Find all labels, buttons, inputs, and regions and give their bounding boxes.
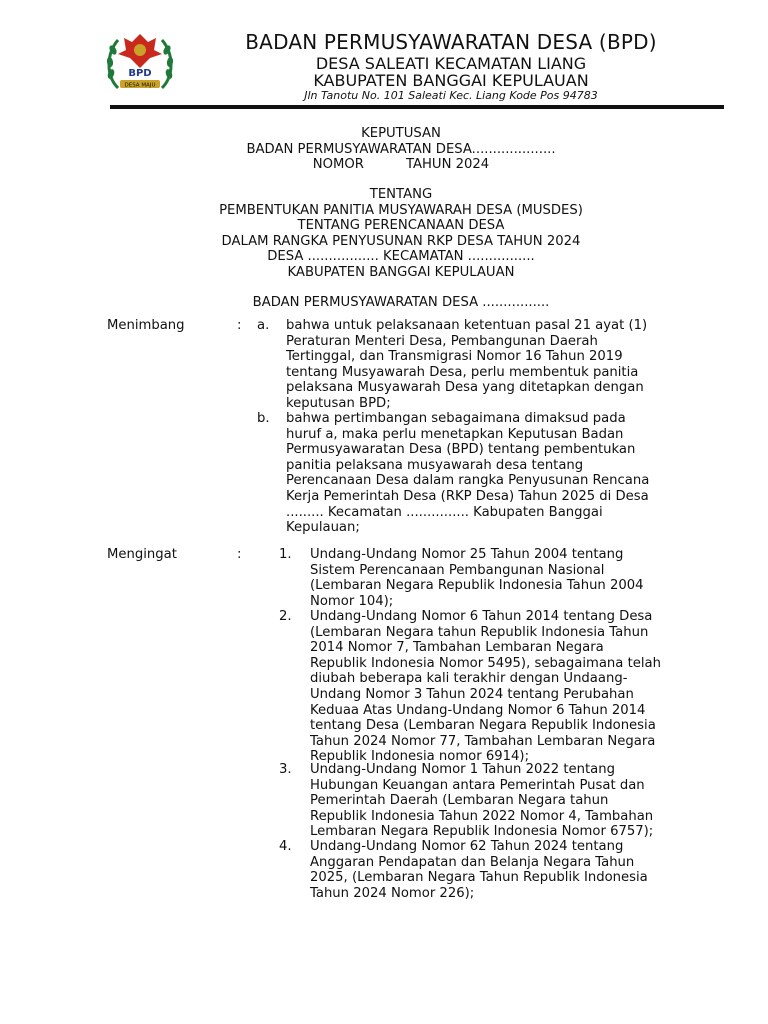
- paragraph-line: Nomor 104);: [310, 593, 394, 609]
- letterhead-divider: [110, 105, 724, 109]
- paragraph-line: Lembaran Negara Republik Indonesia Nomor 6757);: [310, 824, 654, 840]
- paragraph-line: Undang Nomor 3 Tahun 2024 tentang Perubahan: [310, 686, 634, 702]
- menimbang-item-a: [286, 318, 704, 412]
- paragraph-line: Tahun 2024 Nomor 226);: [310, 885, 475, 901]
- paragraph-line: pelaksana Musyawarah Desa yang ditetapkan dengan: [286, 380, 644, 396]
- letterhead-regency: KABUPATEN BANGGAI KEPULAUAN: [313, 71, 589, 90]
- paragraph-line: Kerja Pemerintah Desa (RKP Desa) Tahun 2025 di Desa: [286, 488, 649, 504]
- mengingat-label: Mengingat: [107, 547, 177, 562]
- mengingat-item-2: [310, 609, 712, 765]
- paragraph-line: Anggaran Pendapatan dan Belanja Negara Tahun: [310, 854, 635, 870]
- mengingat-item-marker: 2.: [279, 609, 292, 624]
- decree-subject-line: TENTANG PERENCANAAN DESA: [297, 218, 505, 234]
- menimbang-item-marker: b.: [257, 411, 270, 426]
- decree-heading: KEPUTUSAN: [361, 126, 441, 141]
- bpd-logo-emblem: [104, 28, 176, 96]
- mengingat-item-marker: 1.: [279, 547, 292, 562]
- menimbang-label: Menimbang: [107, 318, 185, 333]
- paragraph-line: Undang-Undang Nomor 1 Tahun 2022 tentang: [310, 762, 615, 777]
- paragraph-line: Kepulauan;: [286, 520, 360, 536]
- paragraph-line: 2025, (Lembaran Negara Tahun Republik Indonesia: [310, 870, 648, 886]
- logo-text: BPD: [128, 68, 152, 79]
- letterhead-title: BADAN PERMUSYAWARATAN DESA (BPD): [245, 30, 657, 54]
- mengingat-item-marker: 3.: [279, 762, 292, 777]
- paragraph-line: tentang Musyawarah Desa, perlu membentuk panitia: [286, 364, 639, 380]
- paragraph-line: (Lembaran Negara tahun Republik Indonesia Tahun: [310, 624, 649, 640]
- paragraph-line: Tahun 2024 Nomor 77, Tambahan Lembaran Negara: [310, 733, 656, 749]
- paragraph-line: keputusan BPD;: [286, 395, 391, 411]
- letterhead-address: Jln Tanotu No. 101 Saleati Kec. Liang Kode Pos 94783: [304, 89, 598, 102]
- paragraph-line: Tertinggal, dan Transmigrasi Nomor 16 Tahun 2019: [286, 349, 623, 365]
- paragraph-line: bahwa pertimbangan sebagaimana dimaksud pada: [286, 411, 626, 426]
- paragraph-line: Keduaa Atas Undang-Undang Nomor 6 Tahun 2014: [310, 702, 646, 718]
- paragraph-line: Republik Indonesia nomor 6914);: [310, 749, 530, 765]
- decree-issuer: BADAN PERMUSYAWARATAN DESA....................: [246, 141, 556, 157]
- paragraph-line: (Lembaran Negara Republik Indonesia Tahun 2004: [310, 578, 644, 594]
- paragraph-line: huruf a, maka perlu menetapkan Keputusan Badan: [286, 426, 624, 442]
- paragraph-line: Undang-Undang Nomor 6 Tahun 2014 tentang Desa: [310, 609, 653, 624]
- mengingat-item-4: [310, 839, 712, 901]
- paragraph-line: Permusyawaratan Desa (BPD) tentang pembentukan: [286, 442, 636, 458]
- letterhead-village: DESA SALEATI KECAMATAN LIANG: [315, 54, 587, 73]
- paragraph-line: ......... Kecamatan ............... Kabupaten Banggai: [286, 504, 603, 520]
- decree-authority: [100, 295, 702, 311]
- paragraph-line: Sistem Perencanaan Pembangunan Nasional: [310, 562, 605, 578]
- paragraph-line: tentang Desa (Lembaran Negara Republik Indonesia: [310, 718, 656, 734]
- decree-number-label: NOMOR: [312, 157, 364, 173]
- decree-year: TAHUN 2024: [405, 157, 490, 173]
- decree-subject-line: KABUPATEN BANGGAI KEPULAUAN: [287, 264, 515, 280]
- mengingat-item-marker: 4.: [279, 839, 292, 854]
- menimbang-item-marker: a.: [257, 318, 270, 333]
- paragraph-line: Pemerintah Daerah (Lembaran Negara tahun: [310, 793, 609, 809]
- decree-heading-block: [100, 126, 702, 173]
- paragraph-line: Republik Indonesia Tahun 2022 Nomor 4, Tambahan: [310, 808, 654, 824]
- paragraph-line: Undang-Undang Nomor 25 Tahun 2004 tentang: [310, 547, 624, 562]
- paragraph-line: panitia pelaksana musyawarah desa tentang: [286, 457, 584, 473]
- mengingat-item-3: [310, 762, 712, 840]
- logo-ribbon-text: DESA MAJU: [124, 82, 156, 89]
- paragraph-line: Republik Indonesia Nomor 5495), sebagaimana telah: [310, 655, 661, 671]
- decree-authority-text: BADAN PERMUSYAWARATAN DESA ................: [252, 295, 550, 310]
- decree-tentang: TENTANG: [369, 187, 433, 202]
- paragraph-line: Undang-Undang Nomor 62 Tahun 2024 tentang: [310, 839, 624, 854]
- paragraph-line: 2014 Nomor 7, Tambahan Lembaran Negara: [310, 640, 604, 656]
- decree-subject-line: PEMBENTUKAN PANITIA MUSYAWARAH DESA (MUSDES): [219, 202, 583, 218]
- decree-subject-line: DESA ................. KECAMATAN ................: [267, 249, 535, 265]
- menimbang-colon: :: [237, 318, 242, 333]
- decree-subject-line: DALAM RANGKA PENYUSUNAN RKP DESA TAHUN 2024: [221, 233, 581, 249]
- mengingat-colon: :: [237, 547, 242, 562]
- menimbang-item-b: [286, 411, 704, 536]
- decree-subject-block: [100, 187, 702, 281]
- paragraph-line: Peraturan Menteri Desa, Pembangunan Daerah: [286, 333, 598, 349]
- paragraph-line: diubah beberapa kali terakhir dengan Undaang-: [310, 671, 628, 687]
- decree-number: [100, 157, 702, 173]
- paragraph-line: Hubungan Keuangan antara Pemerintah Pusat dan: [310, 777, 645, 793]
- mengingat-item-1: [310, 547, 704, 609]
- paragraph-line: Perencanaan Desa dalam rangka Penyusunan Rencana: [286, 473, 650, 489]
- paragraph-line: bahwa untuk pelaksanaan ketentuan pasal 21 ayat (1): [286, 318, 648, 333]
